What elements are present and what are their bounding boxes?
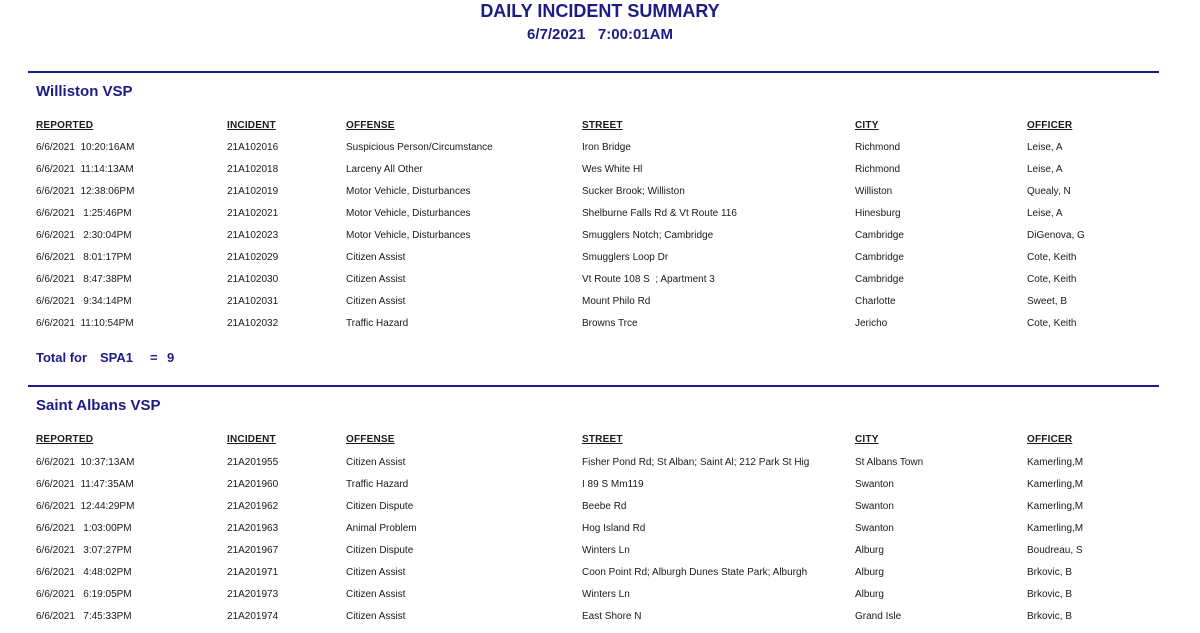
cell-street: Iron Bridge	[582, 142, 631, 153]
column-header-reported: REPORTED	[36, 120, 94, 131]
cell-city: Richmond	[855, 164, 901, 175]
cell-officer: Brkovic, B	[1027, 611, 1073, 622]
cell-incident: 21A102030	[227, 274, 279, 285]
cell-street: Beebe Rd	[582, 501, 627, 512]
cell-offense: Traffic Hazard	[346, 479, 409, 490]
cell-reported: 6/6/2021 2:30:04PM	[36, 230, 132, 241]
cell-incident: 21A201963	[227, 523, 279, 534]
cell-incident: 21A201967	[227, 545, 279, 556]
cell-incident: 21A102018	[227, 164, 279, 175]
cell-offense: Citizen Dispute	[346, 545, 414, 556]
total-count: 9	[167, 350, 175, 365]
report-title: DAILY INCIDENT SUMMARY	[480, 1, 720, 21]
cell-reported: 6/6/2021 12:44:29PM	[36, 501, 135, 512]
cell-offense: Animal Problem	[346, 523, 417, 534]
table-row	[0, 501, 1200, 523]
table-row	[0, 208, 1200, 230]
cell-street: East Shore N	[582, 611, 642, 622]
cell-city: Swanton	[855, 479, 894, 490]
cell-reported: 6/6/2021 8:01:17PM	[36, 252, 132, 263]
cell-reported: 6/6/2021 11:14:13AM	[36, 164, 134, 175]
table-row	[0, 545, 1200, 567]
cell-officer: Kamerling,M	[1027, 501, 1084, 512]
cell-reported: 6/6/2021 8:47:38PM	[36, 274, 132, 285]
cell-reported: 6/6/2021 1:25:46PM	[36, 208, 132, 219]
table-row	[0, 274, 1200, 296]
cell-street: Smugglers Notch; Cambridge	[582, 230, 714, 241]
cell-officer: Quealy, N	[1027, 186, 1071, 197]
table-row	[0, 589, 1200, 611]
cell-city: St Albans Town	[855, 457, 924, 468]
cell-city: Jericho	[855, 318, 888, 329]
table-row	[0, 164, 1200, 186]
cell-offense: Larceny All Other	[346, 164, 423, 175]
cell-incident: 21A102032	[227, 318, 279, 329]
cell-city: Swanton	[855, 501, 894, 512]
table-row	[0, 186, 1200, 208]
table-row	[0, 252, 1200, 274]
cell-incident: 21A201973	[227, 589, 279, 600]
column-header-city: CITY	[855, 120, 879, 131]
cell-incident: 21A102031	[227, 296, 279, 307]
cell-street: Wes White Hl	[582, 164, 643, 175]
cell-reported: 6/6/2021 11:47:35AM	[36, 479, 134, 490]
cell-offense: Citizen Dispute	[346, 501, 414, 512]
cell-offense: Citizen Assist	[346, 611, 406, 622]
cell-officer: Leise, A	[1027, 142, 1063, 153]
cell-officer: Cote, Keith	[1027, 318, 1077, 329]
cell-street: Shelburne Falls Rd & Vt Route 116	[582, 208, 737, 219]
cell-street: Vt Route 108 S ; Apartment 3	[582, 274, 715, 285]
cell-offense: Suspicious Person/Circumstance	[346, 142, 493, 153]
cell-officer: DiGenova, G	[1027, 230, 1085, 241]
cell-city: Alburg	[855, 567, 884, 578]
cell-officer: Leise, A	[1027, 208, 1063, 219]
cell-officer: Cote, Keith	[1027, 252, 1077, 263]
total-code: SPA1	[100, 350, 133, 365]
cell-reported: 6/6/2021 6:19:05PM	[36, 589, 132, 600]
cell-reported: 6/6/2021 10:20:16AM	[36, 142, 135, 153]
total-equals: =	[150, 350, 158, 365]
table-row	[0, 230, 1200, 252]
cell-city: Alburg	[855, 589, 884, 600]
cell-reported: 6/6/2021 10:37:13AM	[36, 457, 135, 468]
section-title-williston: Williston VSP	[36, 83, 133, 100]
cell-incident: 21A102023	[227, 230, 279, 241]
column-header-incident: INCIDENT	[227, 120, 276, 131]
table-row	[0, 318, 1200, 340]
cell-street: Coon Point Rd; Alburgh Dunes State Park; Alburgh	[582, 567, 808, 578]
cell-offense: Citizen Assist	[346, 252, 406, 263]
cell-city: Cambridge	[855, 252, 904, 263]
table-row	[0, 457, 1200, 479]
column-header-offense: OFFENSE	[346, 434, 395, 445]
cell-incident: 21A102016	[227, 142, 279, 153]
column-header-officer: OFFICER	[1027, 120, 1073, 131]
cell-street: Winters Ln	[582, 589, 630, 600]
cell-reported: 6/6/2021 3:07:27PM	[36, 545, 132, 556]
table-row	[0, 296, 1200, 318]
cell-reported: 6/6/2021 1:03:00PM	[36, 523, 132, 534]
cell-officer: Kamerling,M	[1027, 523, 1084, 534]
cell-officer: Leise, A	[1027, 164, 1063, 175]
cell-street: Sucker Brook; Williston	[582, 186, 685, 197]
cell-officer: Kamerling,M	[1027, 457, 1084, 468]
cell-officer: Sweet, B	[1027, 296, 1068, 307]
cell-city: Cambridge	[855, 230, 904, 241]
cell-street: Mount Philo Rd	[582, 296, 651, 307]
cell-incident: 21A102029	[227, 252, 279, 263]
section-divider	[28, 385, 1159, 387]
column-header-reported: REPORTED	[36, 434, 94, 445]
table-row	[0, 567, 1200, 589]
cell-city: Richmond	[855, 142, 901, 153]
cell-offense: Citizen Assist	[346, 567, 406, 578]
cell-city: Alburg	[855, 545, 884, 556]
cell-officer: Brkovic, B	[1027, 589, 1073, 600]
cell-street: I 89 S Mm119	[582, 479, 644, 490]
column-header-offense: OFFENSE	[346, 120, 395, 131]
cell-offense: Motor Vehicle, Disturbances	[346, 230, 471, 241]
cell-city: Charlotte	[855, 296, 896, 307]
cell-incident: 21A201971	[227, 567, 279, 578]
cell-offense: Citizen Assist	[346, 457, 406, 468]
cell-incident: 21A201960	[227, 479, 279, 490]
cell-street: Hog Island Rd	[582, 523, 646, 534]
column-header-street: STREET	[582, 434, 623, 445]
cell-street: Smugglers Loop Dr	[582, 252, 669, 263]
section-divider	[28, 71, 1159, 73]
cell-city: Williston	[855, 186, 893, 197]
cell-street: Fisher Pond Rd; St Alban; Saint Al; 212 Park St Hig	[582, 457, 810, 468]
cell-officer: Boudreau, S	[1027, 545, 1083, 556]
cell-reported: 6/6/2021 11:10:54PM	[36, 318, 134, 329]
cell-officer: Cote, Keith	[1027, 274, 1077, 285]
column-header-incident: INCIDENT	[227, 434, 276, 445]
cell-city: Grand Isle	[855, 611, 902, 622]
cell-reported: 6/6/2021 4:48:02PM	[36, 567, 132, 578]
column-header-street: STREET	[582, 120, 623, 131]
cell-offense: Traffic Hazard	[346, 318, 409, 329]
cell-officer: Brkovic, B	[1027, 567, 1073, 578]
cell-incident: 21A201962	[227, 501, 279, 512]
cell-offense: Citizen Assist	[346, 274, 406, 285]
cell-offense: Motor Vehicle, Disturbances	[346, 208, 471, 219]
column-header-officer: OFFICER	[1027, 434, 1073, 445]
cell-city: Cambridge	[855, 274, 904, 285]
cell-city: Hinesburg	[855, 208, 901, 219]
total-label: Total for	[36, 350, 88, 365]
cell-reported: 6/6/2021 7:45:33PM	[36, 611, 132, 622]
cell-street: Winters Ln	[582, 545, 630, 556]
cell-reported: 6/6/2021 9:34:14PM	[36, 296, 132, 307]
table-row	[0, 523, 1200, 545]
table-row	[0, 142, 1200, 164]
cell-incident: 21A102019	[227, 186, 279, 197]
cell-street: Browns Trce	[582, 318, 638, 329]
cell-incident: 21A201974	[227, 611, 279, 622]
cell-officer: Kamerling,M	[1027, 479, 1084, 490]
cell-offense: Motor Vehicle, Disturbances	[346, 186, 471, 197]
cell-incident: 21A102021	[227, 208, 279, 219]
cell-offense: Citizen Assist	[346, 589, 406, 600]
cell-reported: 6/6/2021 12:38:06PM	[36, 186, 135, 197]
cell-incident: 21A201955	[227, 457, 279, 468]
cell-offense: Citizen Assist	[346, 296, 406, 307]
column-header-city: CITY	[855, 434, 879, 445]
cell-city: Swanton	[855, 523, 894, 534]
report-datetime: 6/7/2021 7:00:01AM	[527, 26, 673, 43]
table-row	[0, 479, 1200, 501]
section-title-saint-albans: Saint Albans VSP	[36, 397, 161, 414]
